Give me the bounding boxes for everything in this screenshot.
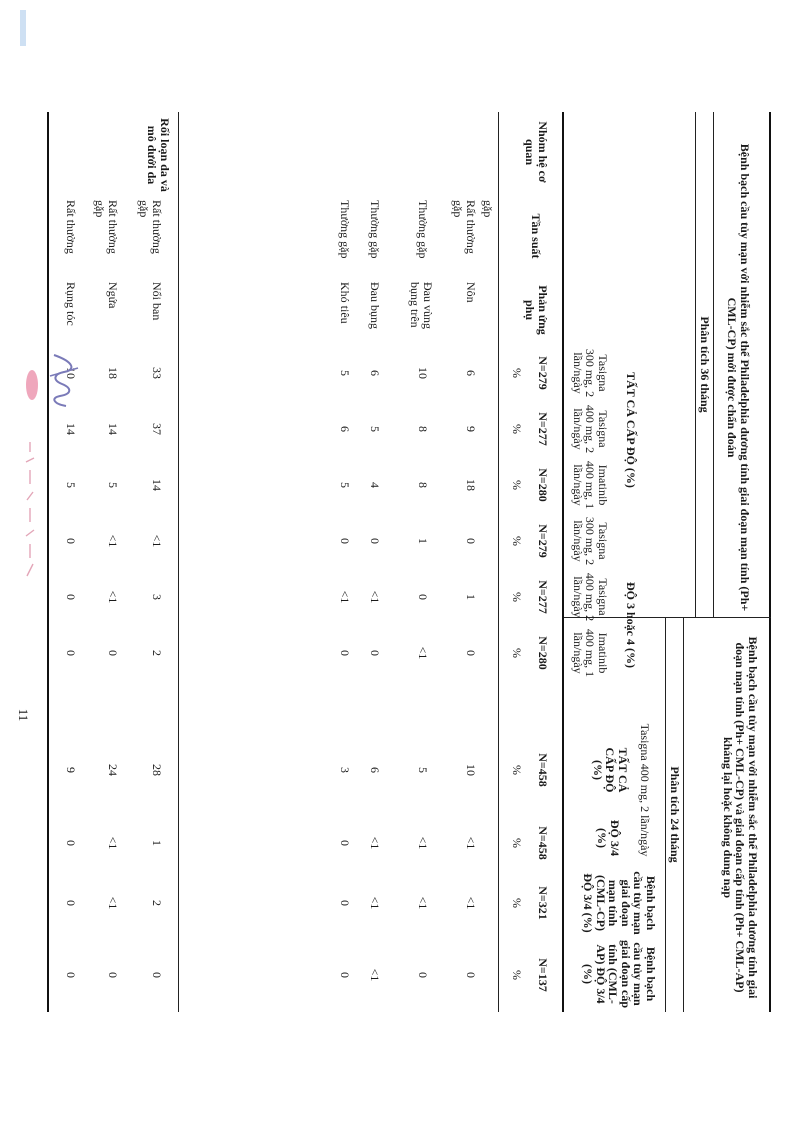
- cell: 2: [150, 650, 164, 656]
- cell: <1: [150, 534, 164, 548]
- cell: 0: [338, 840, 352, 846]
- cell: 24: [106, 764, 120, 776]
- cell: 0: [338, 972, 352, 978]
- red-stamp-mark-icon: [23, 368, 41, 402]
- cell: 9: [64, 767, 78, 773]
- grade-34-heading: ĐỘ 3 hoặc 4 (%): [624, 582, 638, 668]
- table-top-rule: [769, 112, 771, 1012]
- row-reaction: Nổi ban: [150, 282, 164, 321]
- cell: 8: [416, 482, 430, 488]
- cell: 10: [416, 367, 430, 379]
- cell: <1: [368, 590, 382, 604]
- cell: 0: [338, 650, 352, 656]
- cell: 1: [416, 538, 430, 544]
- cell: 0: [106, 972, 120, 978]
- cell: 0: [416, 972, 430, 978]
- row-reaction: Đau vùng bụng trên: [408, 282, 435, 329]
- table-bottom-rule: [47, 112, 49, 1012]
- cell: <1: [368, 896, 382, 910]
- continuation-fragment: gặp: [481, 200, 495, 218]
- row-reaction: Khó tiêu: [338, 282, 352, 324]
- b-cml-ap: Bệnh bạch cầu tủy mạn giai đoạn cấp tính (CML-AP) ĐỘ 3/4 (%): [581, 939, 658, 1008]
- n-col-10: N=137: [536, 958, 550, 992]
- cell: 2: [150, 900, 164, 906]
- cell: 0: [416, 594, 430, 600]
- cell: 0: [150, 972, 164, 978]
- cell: 0: [464, 650, 478, 656]
- cell: 0: [338, 900, 352, 906]
- cell: 0: [464, 538, 478, 544]
- title-bottom-rule-a: [713, 112, 714, 617]
- cell: 0: [64, 594, 78, 600]
- cell: 18: [106, 367, 120, 379]
- row-frequency: Rất thường: [64, 200, 78, 254]
- cell: 6: [368, 767, 382, 773]
- cell: <1: [106, 836, 120, 850]
- row-frequency: Rất thường gặp: [451, 200, 478, 254]
- pct-1: %: [510, 368, 524, 378]
- cell: 5: [416, 767, 430, 773]
- row-reaction: Ngứa: [106, 282, 120, 309]
- row-frequency: Thường gặp: [416, 200, 430, 259]
- col-frequency: Tần suất: [529, 213, 543, 259]
- group-b-title: Bệnh bạch cầu tủy mạn với nhiễm sắc thể Philadelphia dương tính giai đoạn mạn tính (Ph+ CML-CP) và giai đoạn cấp tính (Ph+ CML-AP) kháng lại hoặc không dung nạp: [721, 636, 760, 999]
- cell: 5: [338, 370, 352, 376]
- drug-a2: Tasigna 400 mg, 2 lần/ngày: [571, 404, 610, 454]
- cell: <1: [106, 534, 120, 548]
- cell: 1: [150, 840, 164, 846]
- edge-mark-icon: [17, 10, 29, 50]
- cell: 0: [338, 538, 352, 544]
- drug-a1: Tasigna 300 mg, 2 lần/ngày: [571, 348, 610, 398]
- cell: 5: [106, 482, 120, 488]
- cell: 0: [64, 538, 78, 544]
- all-grades-heading: TẤT CẢ CẤP ĐỘ (%): [624, 372, 638, 488]
- row-organ-group: Rối loạn da và mô dưới da: [145, 118, 172, 192]
- cell: <1: [464, 836, 478, 850]
- faint-stamp-marks-icon: [23, 440, 37, 580]
- n-col-4: N=279: [536, 524, 550, 558]
- column-labels-rule: [498, 112, 499, 1012]
- cell: 0: [106, 650, 120, 656]
- cell: 5: [338, 482, 352, 488]
- cell: 14: [150, 479, 164, 491]
- row-frequency: Rất thường gặp: [93, 200, 120, 254]
- n-col-9: N=321: [536, 886, 550, 920]
- col-reaction: Phản ứng phụ: [523, 285, 550, 335]
- row-reaction: Rụng tóc: [64, 282, 78, 326]
- pct-9: %: [510, 898, 524, 908]
- pct-8: %: [510, 838, 524, 848]
- row-frequency: Thường gặp: [338, 200, 352, 259]
- row-reaction: Nôn: [464, 282, 478, 303]
- drug-a4: Tasigna 300 mg, 2 lần/ngày: [571, 516, 610, 566]
- cell: <1: [106, 896, 120, 910]
- cell: 5: [368, 426, 382, 432]
- cell: 4: [368, 482, 382, 488]
- b-tasigna-dose: Tasigna 400 mg, 2 lần/ngày: [638, 723, 652, 857]
- pct-4: %: [510, 536, 524, 546]
- cell: 0: [64, 972, 78, 978]
- drug-a3: Imatinib 400 mg, 1 lần/ngày: [571, 460, 610, 510]
- n-col-6: N=280: [536, 636, 550, 670]
- analysis-rule-a: [695, 112, 696, 617]
- analysis-rule-b: [665, 617, 666, 1012]
- pct-7: %: [510, 765, 524, 775]
- group-divider-rule: [178, 112, 179, 1012]
- cell: <1: [338, 590, 352, 604]
- drug-a6: Imatinib 400 mg, 1 lần/ngày: [571, 628, 610, 678]
- cell: <1: [464, 896, 478, 910]
- cell: 3: [150, 594, 164, 600]
- page-number: 11: [16, 708, 31, 722]
- row-frequency: Thường gặp: [368, 200, 382, 259]
- cell: 9: [464, 426, 478, 432]
- cell: 33: [150, 367, 164, 379]
- row-reaction: Đau bụng: [368, 282, 382, 329]
- n-col-2: N=277: [536, 412, 550, 446]
- cell: 8: [416, 426, 430, 432]
- analysis-36-months: Phân tích 36 tháng: [698, 316, 712, 413]
- header-bottom-rule: [562, 112, 564, 1012]
- n-col-5: N=277: [536, 580, 550, 614]
- pct-5: %: [510, 592, 524, 602]
- cell: <1: [106, 590, 120, 604]
- title-bottom-rule-b: [683, 617, 684, 1012]
- drug-a5: Tasigna 400 mg, 2 lần/ngày: [571, 572, 610, 622]
- handwritten-signature-icon: [44, 350, 84, 410]
- cell: 14: [64, 423, 78, 435]
- cell: <1: [416, 836, 430, 850]
- cell: 10: [464, 764, 478, 776]
- n-col-3: N=280: [536, 468, 550, 502]
- cell: 6: [464, 370, 478, 376]
- pct-6: %: [510, 648, 524, 658]
- cell: <1: [416, 896, 430, 910]
- b-all-grades: TẤT CẢ CẤP ĐỘ (%): [591, 747, 630, 793]
- n-col-7: N=458: [536, 753, 550, 787]
- cell: 0: [64, 900, 78, 906]
- cell: 0: [464, 972, 478, 978]
- cell: 6: [368, 370, 382, 376]
- analysis-24-months: Phân tích 24 tháng: [668, 766, 682, 863]
- cell: 5: [64, 482, 78, 488]
- cell: <1: [416, 646, 430, 660]
- cell: 37: [150, 423, 164, 435]
- cell: 14: [106, 423, 120, 435]
- b-grade-34: ĐỘ 3/4 (%): [595, 819, 622, 857]
- cell: 3: [338, 767, 352, 773]
- cell: 0: [64, 840, 78, 846]
- pct-3: %: [510, 480, 524, 490]
- group-a-title: Bệnh bạch cầu tủy mạn với nhiễm sắc thể Philadelphia dương tính giai đoạn mạn tính (Ph+ CML-CP) mới được chẩn đoán: [725, 143, 752, 612]
- col-organ: Nhóm hệ cơ quan: [523, 121, 550, 183]
- cell: 10: [64, 367, 78, 379]
- cell: 0: [64, 650, 78, 656]
- cell: 28: [150, 764, 164, 776]
- b-cml-cp: Bệnh bạch cầu tủy mạn giai đoạn mạn tính (CML-CP) ĐỘ 3/4 (%): [581, 871, 658, 935]
- cell: <1: [368, 968, 382, 982]
- cell: 0: [368, 650, 382, 656]
- cell: 0: [368, 538, 382, 544]
- cell: 6: [338, 426, 352, 432]
- pct-10: %: [510, 970, 524, 980]
- cell: <1: [368, 836, 382, 850]
- cell: 1: [464, 594, 478, 600]
- cell: 18: [464, 479, 478, 491]
- pct-2: %: [510, 424, 524, 434]
- row-frequency: Rất thường gặp: [137, 200, 164, 254]
- n-col-1: N=279: [536, 356, 550, 390]
- n-col-8: N=458: [536, 826, 550, 860]
